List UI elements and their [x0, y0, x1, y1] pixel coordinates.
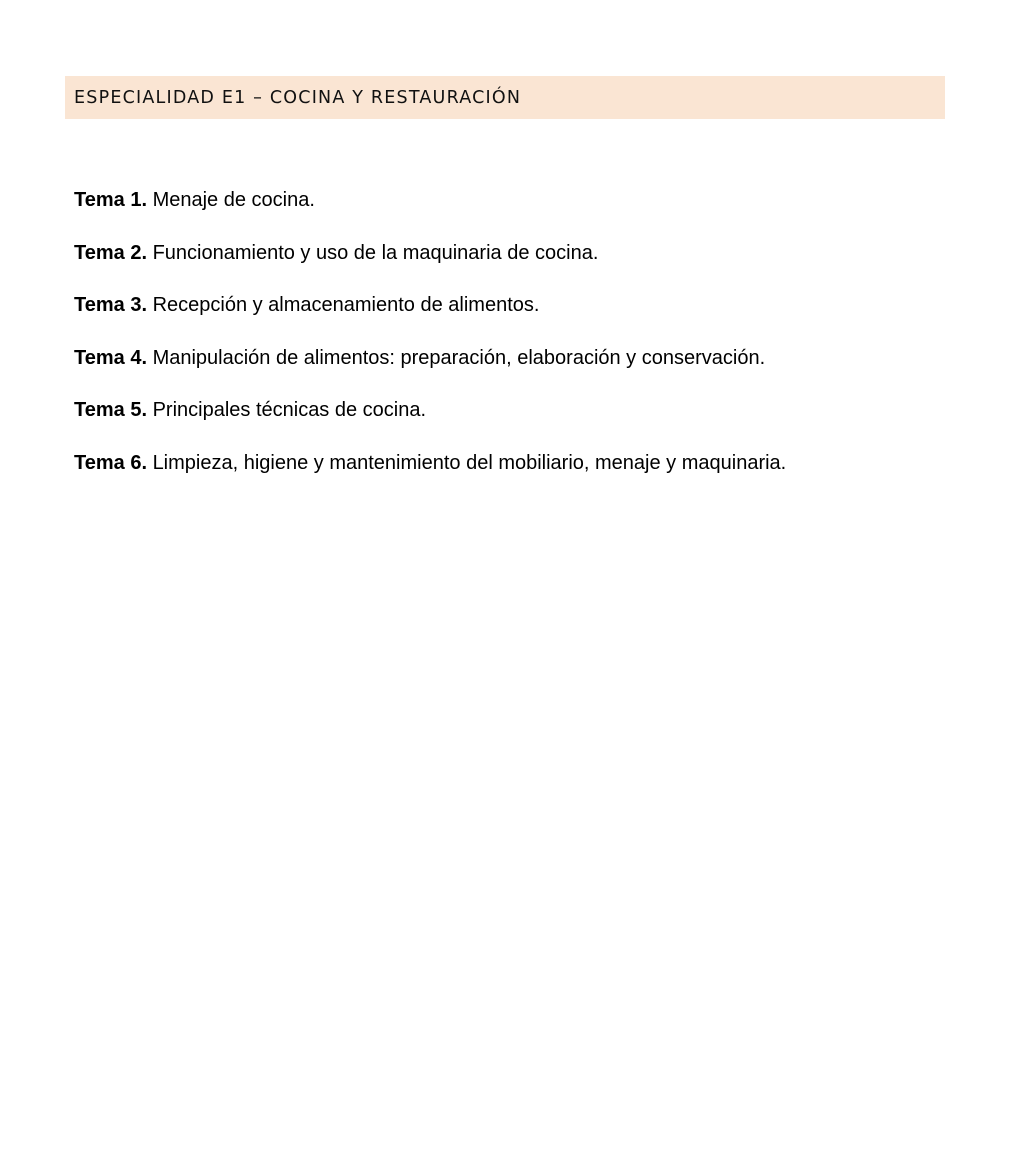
topic-title: Limpieza, higiene y mantenimiento del mobiliario, menaje y maquinaria. [152, 451, 787, 474]
topic-number: Tema 6. [74, 451, 147, 474]
topic-item [74, 186, 974, 239]
topic-list [74, 186, 974, 501]
topic-title: Manipulación de alimentos: preparación, elaboración y conservación. [152, 346, 766, 369]
topic-item [74, 291, 974, 344]
topic-number: Tema 4. [74, 346, 147, 369]
section-header-banner [65, 76, 945, 119]
topic-item [74, 344, 974, 397]
topic-title: Funcionamiento y uso de la maquinaria de cocina. [152, 241, 599, 264]
topic-item [74, 239, 974, 292]
topic-item [74, 396, 974, 449]
topic-number: Tema 2. [74, 241, 147, 264]
section-title: ESPECIALIDAD E1 – COCINA Y RESTAURACIÓN [74, 87, 522, 108]
topic-item [74, 449, 974, 502]
topic-title: Principales técnicas de cocina. [152, 399, 427, 421]
topic-number: Tema 3. [74, 294, 147, 316]
topic-number: Tema 1. [74, 189, 147, 211]
topic-number: Tema 5. [74, 399, 147, 421]
topic-title: Recepción y almacenamiento de alimentos. [152, 294, 540, 316]
topic-title: Menaje de cocina. [152, 189, 315, 211]
